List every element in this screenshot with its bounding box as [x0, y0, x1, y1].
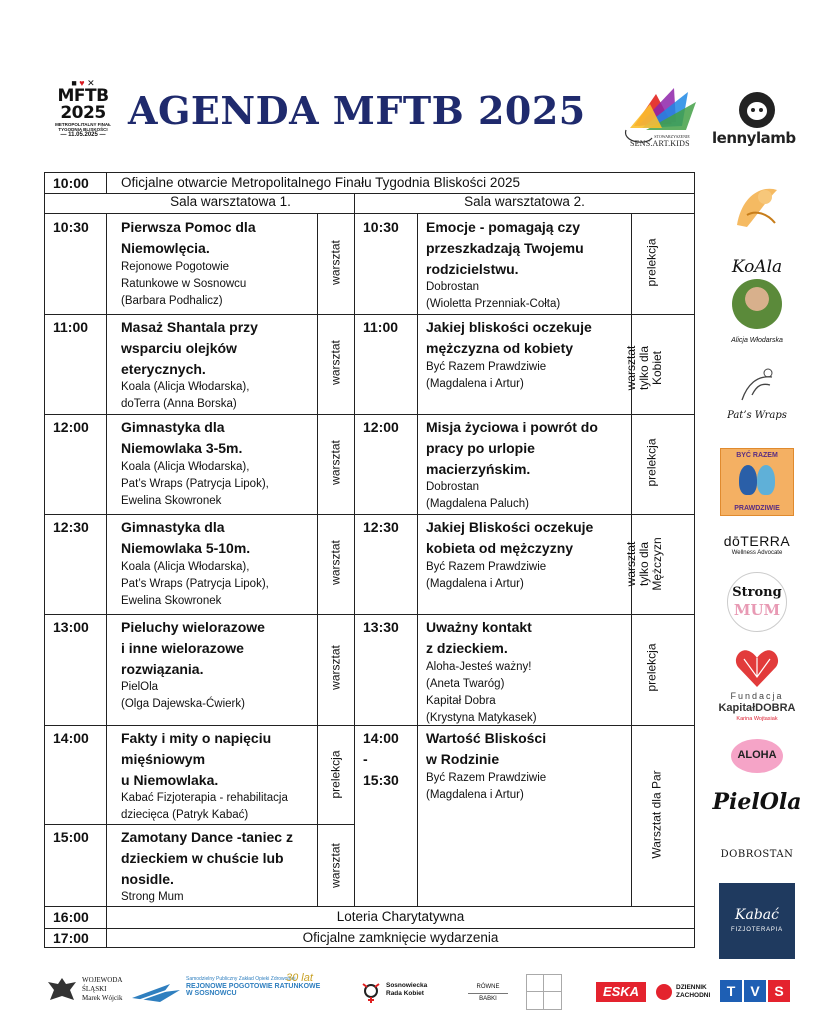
session-title: Masaż Shantala przy: [121, 319, 258, 335]
session-title: Jakiej bliskości oczekuje: [426, 319, 592, 335]
mftb-logo-date: — 11.05.2025 —: [60, 132, 106, 138]
mother-child-icon: [727, 175, 787, 235]
session-type: warsztat tylko dla Mężczyzn: [624, 537, 664, 591]
head-icon: [739, 465, 757, 495]
session-speaker: Pat’s Wraps (Patrycja Lipok),: [121, 578, 269, 590]
footer-sponsors: [0, 968, 819, 1018]
opening-text: Oficjalne otwarcie Metropolitalnego Finału Tygodnia Bliskości 2025: [121, 175, 520, 190]
session-title: Niemowlaka 5-10m.: [121, 540, 251, 556]
dobrostan-logo: DOBROSTAN: [720, 849, 794, 860]
session-title: u Niemowlaka.: [121, 772, 219, 788]
session-title: pracy po urlopie: [426, 440, 535, 456]
session-speaker: (Aneta Twaróg): [426, 678, 505, 690]
session-speaker: (Wioletta Przenniak-Cołta): [426, 298, 561, 310]
session-title: Pierwsza Pomoc dla: [121, 219, 256, 235]
session-title: Wartość Bliskości: [426, 730, 547, 746]
eska-logo: ESKA: [596, 982, 646, 1002]
session-speaker: Ewelina Skowronek: [121, 495, 222, 507]
heart-logo: [712, 647, 802, 693]
divider: [106, 213, 107, 947]
session-title: Gimnastyka dla: [121, 419, 225, 435]
koala-logo-sub: Alicja Włodarska: [731, 337, 783, 344]
session-speaker: (Krystyna Matykasek): [426, 712, 537, 724]
closing-text: Oficjalne zamknięcie wydarzenia: [302, 930, 499, 945]
session-speaker: Koala (Alicja Włodarska),: [121, 461, 250, 473]
session-speaker: (Magdalena i Artur): [426, 378, 524, 390]
head-icon: [757, 465, 775, 495]
doterra-sub: Wellness Advocate: [731, 550, 783, 556]
mftb-logo-line1: MFTB: [57, 86, 109, 106]
session-speaker: Strong Mum: [121, 891, 184, 903]
strong-mum-logo: Strong MUM: [712, 572, 802, 632]
divider: [45, 414, 694, 415]
session-type: Warsztat dla Par: [649, 770, 664, 859]
wojewoda-text: WOJEWODA ŚLĄSKI Marek Wójcik: [82, 976, 123, 1002]
mftb-logo: [50, 78, 116, 148]
session-type: prelekcja: [644, 438, 659, 487]
pogotowie-text: Samodzielny Publiczny Zakład Opieki Zdrowotnej REJONOWE POGOTOWIE RATUNKOWE W SOSNOWCU: [186, 976, 321, 997]
session-title: nosidle.: [121, 871, 174, 887]
lamb-icon: [739, 92, 775, 128]
page-title: AGENDA MFTB 2025: [128, 88, 586, 133]
divider: [45, 614, 694, 615]
session-title: mężczyzna od kobiety: [426, 340, 574, 356]
koala-logo-photo: [712, 279, 802, 335]
session-title: Pieluchy wielorazowe: [121, 619, 265, 635]
session-speaker: Ewelina Skowronek: [121, 595, 222, 607]
session-type: warsztat tylko dla Kobiet: [624, 345, 664, 391]
dz-icon: [656, 984, 672, 1000]
session-title: wsparciu olejków: [121, 340, 237, 356]
session-speaker: Koala (Alicja Włodarska),: [121, 561, 250, 573]
session-title: z dzieckiem.: [426, 640, 508, 656]
closing-time: 17:00: [53, 930, 89, 946]
session-time: 13:30: [363, 619, 399, 635]
session-speaker: Koala (Alicja Włodarska),: [121, 381, 250, 393]
session-speaker: (Olga Dajewska-Ćwierk): [121, 698, 245, 710]
divider: [45, 314, 694, 315]
lennylamb-logo: lennylamb: [712, 92, 802, 128]
session-speaker: Kapitał Dobra: [426, 695, 496, 707]
session-title: eterycznych.: [121, 361, 206, 377]
session-time: 12:00: [53, 419, 89, 435]
session-title: Gimnastyka dla: [121, 519, 225, 535]
session-speaker: Aloha-Jesteś ważny!: [426, 661, 532, 673]
session-title: dzieckiem w chuście lub: [121, 850, 284, 866]
session-speaker: (Barbara Podhalicz): [121, 295, 223, 307]
agenda-table: [44, 172, 695, 948]
fundacja-text: Fundacja: [730, 691, 784, 701]
divider: [45, 514, 694, 515]
rowne-babki-logo: RÓWNE BABKI: [468, 982, 508, 1005]
divider: [417, 213, 418, 906]
session-speaker: dziecięca (Patryk Kabać): [121, 809, 249, 821]
session-time: 14:00: [363, 730, 399, 746]
session-title: Uważny kontakt: [426, 619, 532, 635]
mftb-logo-small1: METROPOLITALNY FINAŁ: [55, 122, 111, 127]
session-time-end: 15:30: [363, 772, 399, 788]
session-speaker: Ratunkowe w Sosnowcu: [121, 278, 247, 290]
session-title: Niemowlaka 3-5m.: [121, 440, 243, 456]
mftb-logo-icons: ■ ♥ ✕: [71, 78, 95, 88]
pogotowie-years: 30 lat: [286, 972, 313, 984]
session-speaker: Dobrostan: [426, 481, 480, 493]
rada-kobiet-text: Sosnowiecka Rada Kobiet: [386, 982, 428, 997]
doterra-logo: dōTERRA: [723, 533, 791, 549]
session-type: warsztat: [328, 540, 343, 585]
session-time: 12:00: [363, 419, 399, 435]
session-speaker: Rejonowe Pogotowie: [121, 261, 230, 273]
session-title: Niemowlęcia.: [121, 240, 210, 256]
hall2-header: Sala warsztatowa 2.: [464, 194, 585, 209]
session-title: mięśniowym: [121, 751, 206, 767]
rada-kobiet-icon: [360, 980, 382, 1004]
session-time: 11:00: [363, 319, 399, 335]
session-type: warsztat: [328, 645, 343, 690]
session-type: prelekcja: [644, 238, 659, 287]
session-title: i inne wielorazowe: [121, 640, 244, 656]
mftb-logo-line2: 2025: [60, 103, 106, 123]
kabac-logo: Kabać FIZJOTERAPIA: [712, 883, 802, 961]
lottery-time: 16:00: [53, 909, 89, 925]
sens-logo-text: STOWARZYSZENIE SENS.ART.KIDS: [630, 134, 690, 148]
session-speaker: Być Razem Prawdziwie: [426, 361, 547, 373]
session-title: Fakty i mity o napięciu: [121, 730, 272, 746]
pats-wraps-text: Pat’s Wraps: [727, 410, 787, 421]
eagle-icon: [44, 974, 84, 1010]
opening-time: 10:00: [53, 175, 89, 191]
session-speaker: (Magdalena i Artur): [426, 578, 524, 590]
session-type: prelekcja: [644, 643, 659, 692]
mftb-logo-small2: TYGODNIA BLISKOŚCI: [58, 127, 108, 132]
session-time: 10:30: [363, 219, 399, 235]
session-title: Zamotany Dance -taniec z: [121, 829, 293, 845]
session-time: 15:00: [53, 829, 89, 845]
koala-avatar: [732, 279, 782, 329]
session-title: Emocje - pomagają czy: [426, 219, 581, 235]
session-time: 14:00: [53, 730, 89, 746]
heart-icon: [734, 647, 780, 689]
session-speaker: doTerra (Anna Borska): [121, 398, 237, 410]
session-type: warsztat: [328, 240, 343, 285]
session-time: 10:30: [53, 219, 89, 235]
kapital-dobra-sub: Karina Wojtasiak: [736, 716, 778, 722]
session-speaker: Kabać Fizjoterapia - rehabilitacja: [121, 792, 288, 804]
session-time: 13:00: [53, 619, 89, 635]
koala-logo-text: KoAla: [731, 257, 783, 277]
session-time: 12:30: [363, 519, 399, 535]
divider: [354, 193, 355, 906]
session-title: kobieta od mężczyzny: [426, 540, 574, 556]
byc-razem-logo: BYĆ RAZEM PRAWDZIWIE: [712, 448, 802, 518]
session-time: 12:30: [53, 519, 89, 535]
session-speaker: PielOla: [121, 681, 159, 693]
session-time: 11:00: [53, 319, 89, 335]
session-speaker: Pat’s Wraps (Patrycja Lipok),: [121, 478, 269, 490]
ambulance-wing-icon: [130, 978, 182, 1006]
session-type: warsztat: [328, 843, 343, 888]
pielola-logo: PielOla: [712, 789, 802, 815]
partner-logo-illustration: [712, 175, 802, 237]
aloha-logo: ALOHA: [712, 735, 802, 783]
hall1-header: Sala warsztatowa 1.: [170, 194, 291, 209]
divider: [317, 213, 318, 906]
dziennik-zachodni-text: DZIENNIK ZACHODNI: [676, 984, 711, 999]
session-type: prelekcja: [328, 750, 343, 799]
session-speaker: Być Razem Prawdziwie: [426, 561, 547, 573]
session-title: Misja życiowa i powrót do: [426, 419, 598, 435]
divider: [45, 213, 694, 214]
session-time-dash: -: [363, 751, 368, 767]
session-speaker: Być Razem Prawdziwie: [426, 772, 547, 784]
session-title: przeszkadzają Twojemu: [426, 240, 584, 256]
square-logo: [526, 974, 562, 1010]
kapital-dobra-text: KapitałDOBRA: [718, 702, 796, 714]
session-type: warsztat: [328, 340, 343, 385]
session-title: Jakiej Bliskości oczekuje: [426, 519, 594, 535]
lottery-text: Loteria Charytatywna: [336, 909, 465, 924]
session-title: macierzyńskim.: [426, 461, 531, 477]
divider: [106, 173, 107, 193]
tvs-logo: T V S: [720, 980, 790, 1002]
divider: [45, 725, 694, 726]
session-title: rodzicielstwu.: [426, 261, 519, 277]
pats-wraps-icon: [712, 365, 802, 405]
session-type: warsztat: [328, 440, 343, 485]
session-speaker: Dobrostan: [426, 281, 480, 293]
session-speaker: (Magdalena i Artur): [426, 789, 524, 801]
session-title: rozwiązania.: [121, 661, 204, 677]
session-speaker: (Magdalena Paluch): [426, 498, 529, 510]
session-title: w Rodzinie: [426, 751, 500, 767]
